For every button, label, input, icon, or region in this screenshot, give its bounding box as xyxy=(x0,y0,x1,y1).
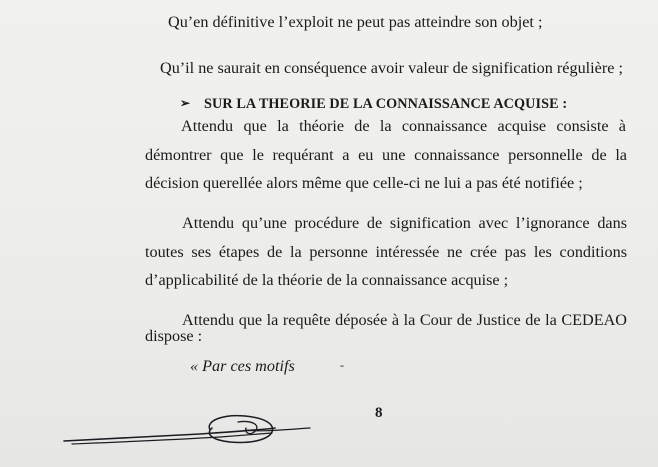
paragraph-3-line-1: Attendu que la requête déposée à la Cour de Justice de la CEDEAO xyxy=(182,311,627,329)
paragraph-1-line-3: décision querellée alors même que celle-ci ne lui a pas été notifiée ; xyxy=(145,174,583,192)
paragraph-2-line-1: Attendu qu’une procédure de signification avec l’ignorance dans xyxy=(182,214,627,232)
paragraph-3-line-2: dispose : xyxy=(145,327,203,345)
text-line-exploit: Qu’en définitive l’exploit ne peut pas atteindre son objet ; xyxy=(168,13,543,31)
text-line-signification: Qu’il ne saurait en conséquence avoir valeur de signification régulière ; xyxy=(160,59,623,77)
stray-dash: - xyxy=(340,358,344,372)
arrow-bullet-icon: ➢ xyxy=(180,96,191,110)
paragraph-1-line-2: démontrer que le requérant a eu une connaissance personnelle de la xyxy=(145,146,627,164)
page-number: 8 xyxy=(375,405,383,421)
quotation-start: « Par ces motifs xyxy=(190,357,295,375)
paragraph-1-line-1: Attendu que la théorie de la connaissance acquise consiste à xyxy=(181,117,626,135)
handwritten-signature xyxy=(60,408,320,458)
paragraph-2-line-3: d’applicabilité de la théorie de la connaissance acquise ; xyxy=(145,271,509,289)
section-heading-text: SUR LA THEORIE DE LA CONNAISSANCE ACQUISE : xyxy=(204,96,568,112)
paragraph-2-line-2: toutes ses étapes de la personne intéressée ne crée pas les conditions xyxy=(145,243,627,261)
section-heading xyxy=(180,93,567,114)
